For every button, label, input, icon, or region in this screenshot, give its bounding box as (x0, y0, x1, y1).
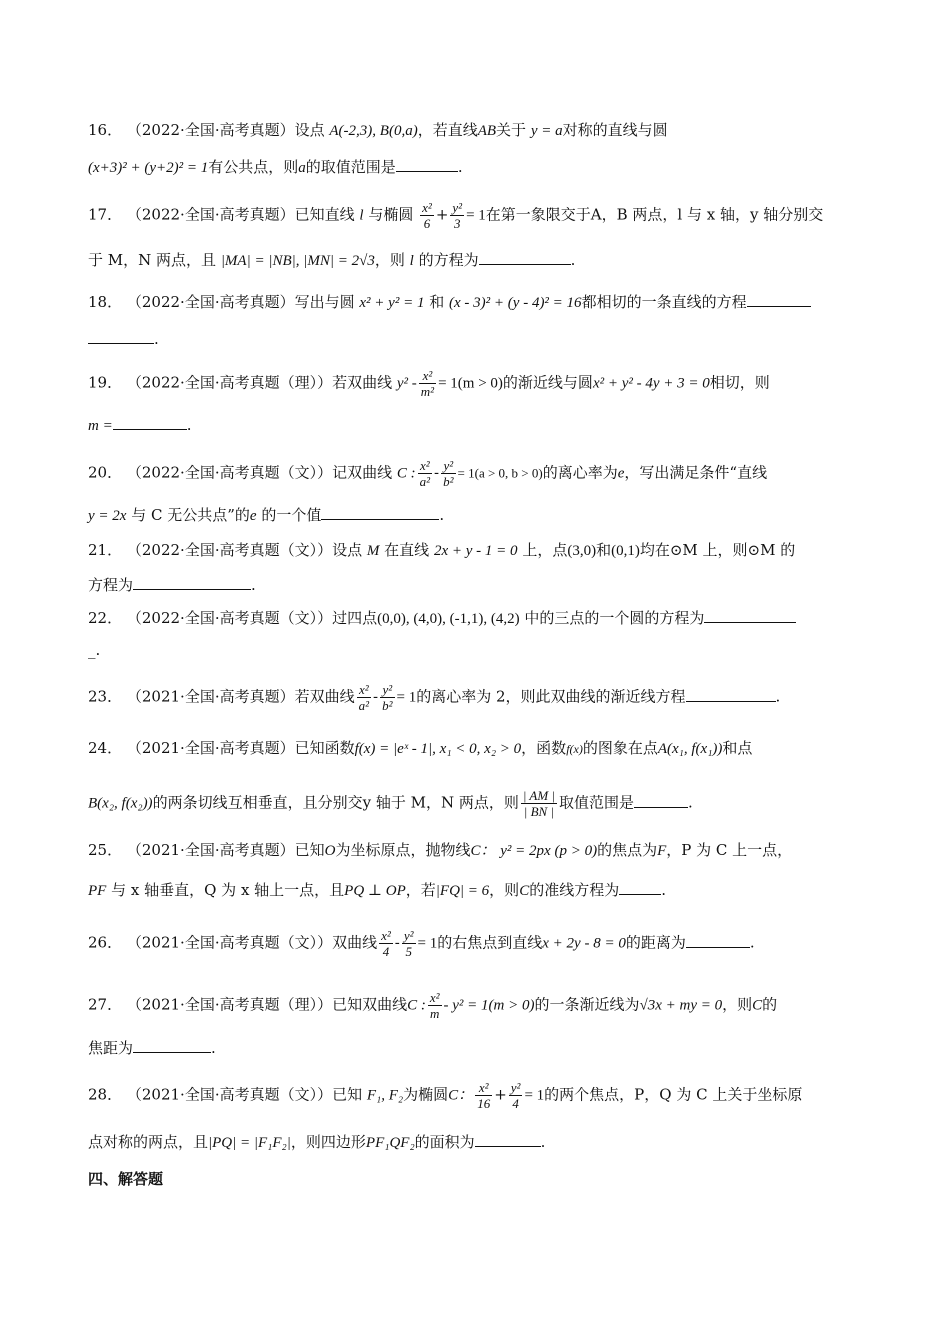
math-expr: |FQ| = 6 (435, 883, 490, 899)
q-number: 25． (88, 841, 123, 859)
q-text: 记双曲线 (332, 463, 393, 482)
q-source: （2021·全国·高考真题（文）） (126, 933, 333, 952)
q-text: 上，点 (522, 541, 568, 559)
q-text: ，则 (722, 995, 753, 1014)
math-expr: = 1(a > 0, b > 0) (457, 465, 543, 481)
math-expr: = 1 (417, 935, 438, 952)
answer-blank[interactable] (747, 292, 811, 307)
question-20-line2 (88, 503, 863, 528)
question-17: 17． （2022·全国·高考真题）已知直线 l 与椭圆 $\frac{\text{x²}}{6}$ + $\frac{\text{y²}}{3}$ = 1在第一象限交于A，B 两点，l 与 x 轴，y 轴分别交 (88, 200, 824, 231)
q-number: 27． (88, 995, 123, 1014)
math-expr: |MA| = |NB|, |MN| = 2√3 (220, 253, 375, 269)
q-text: y 轴于 M，N 两点，则 (362, 793, 519, 812)
math-expr: F (657, 843, 667, 859)
question-24-line2 (88, 788, 863, 819)
answer-blank[interactable] (619, 880, 661, 895)
q-source: （2022·全国·高考真题（理）） (126, 373, 333, 392)
q-number: 22． (88, 609, 123, 627)
q-text: . (251, 576, 256, 594)
math-expr: AB (477, 123, 497, 139)
q-text: . (540, 1133, 546, 1151)
math-expr: = 1 (524, 1087, 545, 1104)
q-text: 与 C 无公共点”的 (131, 506, 250, 524)
q-text: 的焦点为 (597, 841, 658, 859)
fraction: $\frac{\text{x²}}{16}$ (477, 1080, 491, 1111)
question-19-line2 (88, 413, 863, 438)
q-text: 已知函数 (294, 739, 355, 757)
math-expr: = 1 (466, 207, 486, 224)
q-text: 都相切的一条直线的方程 (581, 293, 747, 311)
q-text: ，函数 (521, 739, 567, 757)
q-text: 若双曲线 (294, 687, 355, 706)
q-text: ，则 (374, 251, 405, 269)
answer-blank[interactable] (686, 687, 776, 702)
question-21 (88, 538, 863, 563)
question-17-line2 (88, 248, 863, 273)
q-text: P，Q 为 C 上关于坐标原 (634, 1085, 803, 1104)
math-expr: x² + y² = 1 (359, 295, 425, 311)
q-text: . (775, 687, 781, 706)
q-source: （2022·全国·高考真题） (126, 293, 295, 311)
fraction: $\frac{\text{y²}}{3}$ (452, 200, 463, 231)
q-number: 18． (88, 293, 123, 311)
q-text: 的图象在点 (582, 739, 658, 757)
math-expr: PF (88, 883, 107, 899)
q-text: . (570, 251, 576, 269)
answer-blank[interactable] (88, 329, 154, 344)
math-expr: f(x) = |eˣ - 1|, x₁ < 0, x₂ > 0 (354, 741, 522, 757)
answer-blank[interactable] (133, 575, 251, 590)
fraction: $\frac{\text{y²}}{4}$ (510, 1080, 521, 1111)
answer-blank[interactable] (479, 250, 571, 265)
math-expr: C (519, 883, 530, 899)
question-22 (88, 606, 863, 631)
q-source: （2021·全国·高考真题） (126, 739, 295, 757)
q-text: 和 (429, 293, 445, 311)
math-expr: |PQ| = |F₁F₂| (208, 1135, 291, 1151)
fraction: $\frac{\text{y²}}{\text{b²}}$ (443, 458, 454, 489)
q-text: ，则 (489, 881, 520, 899)
q-number: 17． (88, 205, 123, 224)
q-text: ，写出满足条件“直线 (624, 463, 768, 482)
fraction: $\frac{\text{x²}}{\text{a²}}$ (358, 682, 370, 713)
math-expr: e (617, 465, 625, 482)
q-text: . (439, 506, 445, 524)
question-26: 26． （2021·全国·高考真题（文））双曲线 $\frac{\text{x²}}{4}$ - $\frac{\text{y²}}{5}$ = 1的右焦点到直线x + 2y - 8 = 0的距离为 . (88, 928, 755, 959)
q-text: 均在⊙M 上，则⊙M 的 (639, 541, 796, 559)
answer-blank[interactable] (113, 415, 187, 430)
q-source: （2022·全国·高考真题） (126, 205, 295, 224)
math-expr: (0,1) (611, 543, 640, 559)
q-text: 的一条渐近线为 (534, 995, 640, 1014)
math-expr: B(x₂, f(x₂)) (88, 795, 153, 812)
math-expr: = 1 (396, 689, 417, 706)
q-text: . (661, 881, 666, 899)
question-18-line2 (88, 327, 863, 351)
fraction: $\frac{| AM |}{| BN |}$ (522, 788, 556, 819)
fraction: $\frac{\text{x²}}{\text{a²}}$ (419, 458, 431, 489)
math-expr: (0,0), (4,0), (-1,1), (4,2) (377, 611, 520, 627)
q-text: 方程为 (88, 576, 134, 594)
answer-blank[interactable] (133, 1038, 211, 1053)
fraction: $\frac{\text{x²}}{6}$ (422, 200, 432, 231)
q-text: 的准线方程为 (529, 881, 620, 899)
q-number: 20． (88, 463, 123, 482)
math-expr: C : (396, 465, 416, 482)
math-expr: y² = 2px (p > 0) (500, 843, 598, 859)
math-expr: A(x₁, f(x₁)) (657, 741, 723, 757)
q-number: 16． (88, 121, 123, 139)
q-text: l 与 x 轴，y 轴分别交 (677, 205, 824, 224)
fraction: $\frac{\text{x²}}{m}$ (429, 990, 440, 1021)
question-16-line2 (88, 155, 863, 180)
math-expr: C (752, 997, 763, 1014)
math-expr: O (324, 843, 336, 859)
q-text: 为坐标原点，抛物线 (335, 841, 471, 859)
fraction: $\frac{\text{y²}}{5}$ (403, 928, 414, 959)
q-text: 的右焦点到直线 (437, 933, 543, 952)
math-expr: √3x + my = 0 (639, 997, 723, 1014)
math-expr: l (359, 207, 364, 224)
q-number: 28． (88, 1085, 123, 1104)
math-expr: 2x + y - 1 = 0 (433, 543, 518, 559)
math-expr: y² - (396, 375, 417, 392)
answer-blank[interactable] (396, 157, 458, 172)
q-source: （2021·全国·高考真题） (126, 841, 295, 859)
q-text: 设点 (294, 121, 325, 139)
question-27 (88, 990, 863, 1021)
q-number: 24． (88, 739, 123, 757)
question-21-line2 (88, 573, 863, 597)
question-22-line2 (88, 638, 863, 662)
fraction: $\frac{\text{x²}}{4}$ (381, 928, 391, 959)
q-text: ，若直线 (417, 121, 478, 139)
q-text: 已知直线 (294, 205, 355, 224)
math-expr: F₁, F₂ (366, 1087, 404, 1104)
math-expr: f(x) (566, 742, 583, 756)
q-text: 中的三点的一个圆的方程为 (524, 609, 705, 627)
q-text: 若双曲线 (332, 373, 393, 392)
q-text: 的两条切线互相垂直，且分别交 (152, 793, 363, 812)
q-text: 的 (762, 995, 778, 1014)
math-expr: C： (470, 843, 496, 859)
q-text: 的渐近线与圆 (502, 373, 593, 392)
math-expr: C : (407, 997, 426, 1014)
question-20: 20． （2022·全国·高考真题（文））记双曲线 C : $\frac{\text{x²}}{\text{a²}}$ - $\frac{\text{y²}}{\text{b²}}$ = 1(a > 0, b > 0)的离心率为e，写出满足条件“直线 (88, 458, 768, 489)
math-expr: e (249, 508, 257, 524)
q-text: 的离心率为 (542, 463, 618, 482)
answer-blank[interactable] (321, 505, 439, 520)
math-expr: PQ ⊥ OP (344, 883, 406, 899)
q-text: . (154, 330, 159, 348)
q-text: 的两个焦点， (544, 1085, 635, 1104)
q-text: ，若 (405, 881, 436, 899)
q-text: 设点 (332, 541, 363, 559)
q-number: 26． (88, 933, 123, 952)
question-25 (88, 838, 863, 863)
q-number: 19． (88, 373, 123, 392)
question-24 (88, 736, 863, 761)
q-text: 对称的直线与圆 (562, 121, 668, 139)
q-text: 写出与圆 (294, 293, 355, 311)
answer-blank[interactable] (686, 933, 750, 948)
q-text: 的取值范围是 (305, 158, 396, 176)
q-text: 点对称的两点，且 (88, 1133, 209, 1151)
q-text: 在直线 (384, 541, 430, 559)
q-text: _. (88, 641, 101, 659)
math-expr: y = 2x (88, 508, 127, 524)
q-text: 和 (596, 541, 612, 559)
q-text: 相切，则 (709, 373, 770, 392)
q-text: . (749, 933, 755, 952)
q-text: 关于 (496, 121, 527, 139)
q-text: 的离心率为 2，则此双曲线的渐近线方程 (416, 687, 686, 706)
math-expr: y = a (530, 123, 563, 139)
answer-blank[interactable] (704, 608, 796, 623)
q-text: 的方程为 (418, 251, 479, 269)
q-text: 为椭圆 (403, 1085, 449, 1104)
q-source: （2022·全国·高考真题（文）） (126, 541, 333, 559)
math-expr: - y² = 1(m > 0) (443, 997, 535, 1014)
q-source: （2022·全国·高考真题（文）） (126, 463, 333, 482)
question-27-line2 (88, 1036, 863, 1060)
q-text: ，P 为 C 上一点， (666, 841, 793, 859)
question-28-line2 (88, 1130, 863, 1155)
q-number: 21． (88, 541, 123, 559)
math-expr: (x+3)² + (y+2)² = 1 (88, 160, 209, 176)
answer-blank[interactable] (634, 793, 688, 808)
math-expr: C： (448, 1087, 474, 1104)
q-text: 已知 (332, 1085, 363, 1104)
q-source: （2021·全国·高考真题（文）） (126, 1085, 333, 1104)
math-expr: x + 2y - 8 = 0 (542, 935, 626, 952)
question-25-line2 (88, 878, 863, 903)
math-expr: (3,0) (567, 543, 597, 559)
math-expr: PF₁QF₂ (365, 1135, 415, 1151)
q-source: （2021·全国·高考真题（理）） (126, 995, 333, 1014)
q-text: 有公共点，则 (208, 158, 299, 176)
q-source: （2022·全国·高考真题） (126, 121, 295, 139)
q-text: 取值范围是 (559, 793, 635, 812)
math-expr: A(-2,3), B(0,a) (329, 123, 418, 139)
math-expr: l (409, 253, 414, 269)
math-expr: = 1(m > 0) (438, 375, 503, 392)
answer-blank[interactable] (475, 1132, 541, 1147)
q-text: ，则四边形 (290, 1133, 366, 1151)
math-expr: M (366, 543, 380, 559)
section-heading: 四、解答题 (88, 1170, 164, 1188)
q-text: A，B 两点， (590, 205, 678, 224)
q-text: 双曲线 (332, 933, 378, 952)
q-text: 已知双曲线 (332, 995, 408, 1014)
math-expr: a (298, 160, 306, 176)
question-16 (88, 118, 863, 143)
q-text: 和点 (722, 739, 753, 757)
q-text: 的一个值 (261, 506, 322, 524)
question-19 (88, 368, 863, 399)
q-text: . (186, 416, 192, 434)
q-source: （2021·全国·高考真题） (126, 687, 295, 706)
math-expr: (x - 3)² + (y - 4)² = 16 (449, 295, 582, 311)
q-text: 与椭圆 (368, 205, 414, 224)
question-28: 28． （2021·全国·高考真题（文））已知 F₁, F₂为椭圆C： $\frac{\text{x²}}{16}$ + $\frac{\text{y²}}{4}$ = 1的两个焦点，P，Q 为 C 上关于坐标原 (88, 1080, 803, 1111)
q-text: 过四点 (332, 609, 378, 627)
q-number: 23． (88, 687, 123, 706)
fraction: $\frac{\text{y²}}{\text{b²}}$ (382, 682, 393, 713)
q-text: 于 M，N 两点，且 (88, 251, 217, 269)
question-18 (88, 290, 863, 315)
q-source: （2022·全国·高考真题（文）） (126, 609, 333, 627)
q-text: . (211, 1039, 216, 1057)
q-text: 焦距为 (88, 1039, 134, 1057)
q-text: 与 x 轴垂直，Q 为 x 轴上一点，且 (111, 881, 345, 899)
math-expr: x² + y² - 4y + 3 = 0 (592, 375, 710, 392)
q-text: 已知 (294, 841, 325, 859)
q-text: 在第一象限交于 (485, 205, 591, 224)
question-23: 23． （2021·全国·高考真题）若双曲线 $\frac{\text{x²}}{\text{a²}}$ - $\frac{\text{y²}}{\text{b²}}$ = 1的离心率为 2，则此双曲线的渐近线方程 . (88, 682, 781, 713)
q-text: . (688, 793, 693, 812)
fraction: $\frac{\text{x²}}{\text{m²}}$ (420, 368, 435, 399)
q-text: 的面积为 (414, 1133, 475, 1151)
math-expr: m = (88, 418, 113, 434)
q-text: 的距离为 (625, 933, 686, 952)
q-text: . (457, 158, 463, 176)
